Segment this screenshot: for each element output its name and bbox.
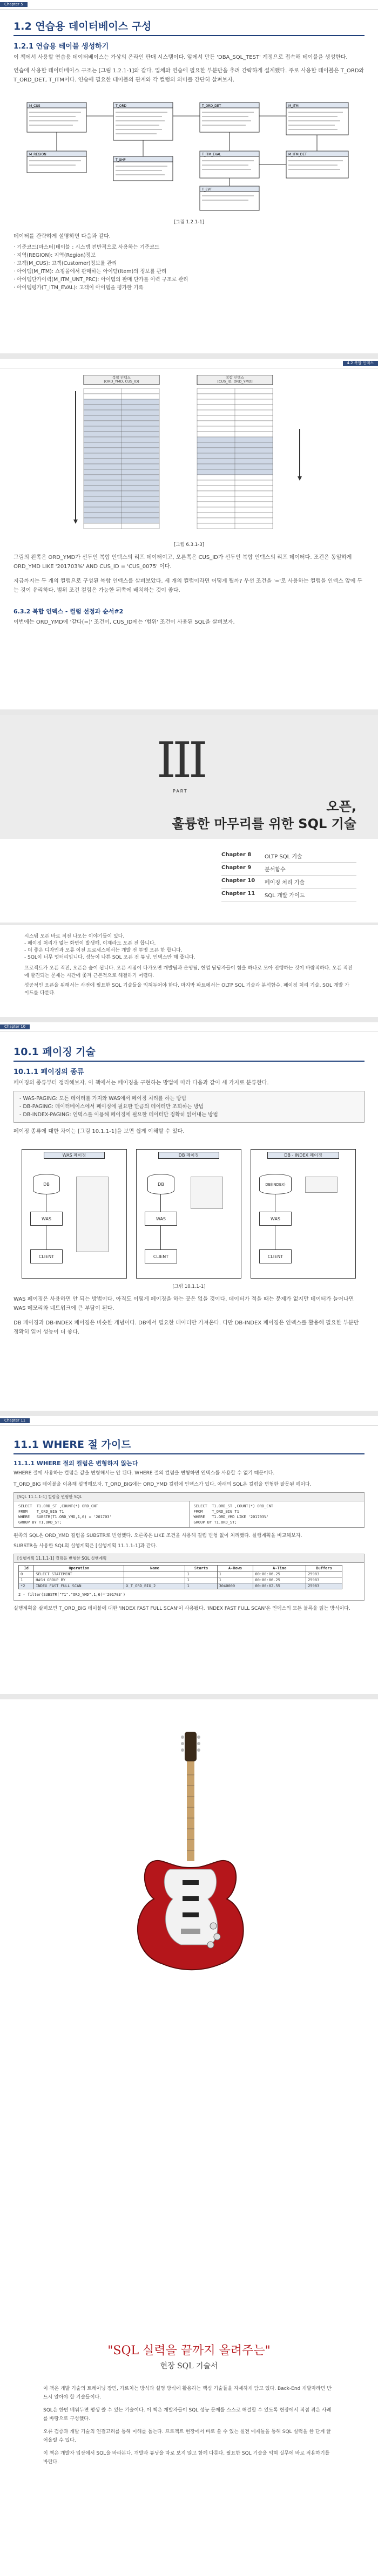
bullet-item: · 아이템평가(T_ITM_EVAL): 고객이 아이템을 평가한 기록: [14, 285, 144, 291]
panel-title: DB 페이징: [158, 1152, 219, 1159]
erd-table: [113, 103, 173, 140]
plan-predicate: 2 - filter(SUBSTR("T1"."ORD_YMD",1,6)='201703'): [18, 1593, 126, 1597]
paragraph: 페이징 종류에 대한 차이는 [그림 10.1.1-1]을 보면 쉽게 이해할 수 있다.: [14, 1129, 185, 1135]
erd-table-name: M_REGION: [29, 153, 46, 156]
section-tab: 4.2 복합 인덱스: [343, 361, 378, 366]
plan-cell: X_T_ORD_BIG_2: [124, 1583, 185, 1589]
section-title: 10.1 페이징 기술: [14, 1044, 364, 1062]
panel-title: DB - INDEX 페이징: [267, 1152, 339, 1159]
plan-col: Operation: [34, 1566, 124, 1571]
plan-cell: 00:00:06.25: [253, 1577, 306, 1583]
db-index-paging-panel: [251, 1149, 356, 1279]
plan-col: Buffers: [306, 1566, 342, 1571]
plan-table: [18, 1565, 342, 1589]
plan-cell: 1: [185, 1577, 217, 1583]
page-header: [0, 1022, 378, 1032]
db-cylinder: DB: [33, 1174, 60, 1194]
bullet-item: - SQL이 너무 엉터리입니다. 성능이 나쁜 SQL 오픈 전 튜닝, 인덱스만 해 줍니다.: [24, 955, 195, 960]
part-title-line2: 훌륭한 마무리를 위한 SQL 기술: [172, 816, 356, 831]
index-diagram: [51, 375, 327, 537]
page-4: [0, 925, 378, 1017]
plan-cell: 1: [185, 1583, 217, 1589]
page-header: [0, 0, 378, 10]
subsection-title: 1.2.1 연습용 테이블 생성하기: [14, 43, 109, 51]
data-stack: [191, 1177, 223, 1209]
page-3: [0, 715, 378, 923]
page-header: [0, 1416, 378, 1426]
page-2: [0, 359, 378, 709]
bullet-item: - 페이징 처리가 없는 화면이 발생해, 이제라도 오픈 전 합니다.: [24, 941, 156, 946]
paragraph: 시스템 오픈 바로 직전 나오는 이야기들이 있다.: [24, 934, 125, 939]
toc-chapter: Chapter 10: [221, 878, 255, 884]
code-right: SELECT T1.ORD_ST ,COUNT(*) ORD_CNT FROM T_ORD_BIG T1 WHERE T1.ORD_YMD LIKE '201703%' GROUP BY T1.ORD_ST;: [193, 1504, 274, 1525]
toc-chapter: Chapter 11: [221, 891, 255, 897]
plan-cell: 25983: [306, 1571, 342, 1577]
toc-chapter: Chapter 8: [221, 852, 252, 858]
was-box: WAS: [145, 1212, 177, 1226]
client-box: CLIENT: [30, 1249, 63, 1263]
plan-row: [19, 1577, 342, 1583]
erd-table: [286, 103, 348, 135]
section-title: 11.1 WHERE 절 가이드: [14, 1437, 364, 1454]
erd-table-name: M_ITM_DET: [288, 153, 307, 156]
toc-name: 분석함수: [265, 867, 286, 873]
plan-cell: 0: [19, 1571, 34, 1577]
plan-cell: HASH GROUP BY: [34, 1577, 124, 1583]
plan-col: Id: [19, 1566, 34, 1571]
part-title-line1: 오픈,: [326, 799, 356, 814]
guitar-illustration: [81, 1732, 297, 1974]
paragraph: 이 책은 개발 기술의 트레이닝 장면, 가르치는 방식과 설명 방식에 활용하는 핵심 기술들을 자세하게 담고 있다. Back-End 개발자라면 반드시 알아야 할 기술들이다.: [43, 2386, 332, 2400]
paragraph: T_ORD_BIG 테이블을 이용해 설명해보자. T_ORD_BIG에는 ORD_YMD 컬럼에 인덱스가 있다. 아래의 SQL은 컬럼을 변형한 잘못된 예이다.: [14, 1482, 312, 1487]
page-6: [0, 1416, 378, 1694]
erd-table: [200, 103, 259, 132]
paragraph: 페이징의 종류부터 정리해보자. 이 책에서는 페이징을 구현하는 방법에 따라 다음과 같이 세 가지로 분류한다.: [14, 1080, 269, 1086]
erd-table: [200, 186, 259, 210]
arrow: [160, 1194, 161, 1212]
paragraph: 지금까지는 두 개의 컬럼으로 구성된 복합 인덱스를 살펴보았다. 세 개의 컬럼이라면 어떻게 될까? 우선 조건을 '='로 사용하는 컬럼을 인덱스 앞에 두는 것이 유리하다. 범위 조건 컬럼은 가능한 뒤쪽에 배치하는 것이 좋다.: [14, 578, 363, 593]
paging-diagrams: [22, 1149, 356, 1279]
erd-table-name: M_ITM: [288, 104, 299, 108]
client-box: CLIENT: [145, 1249, 177, 1263]
erd-table-name: T_ORD: [116, 104, 127, 108]
left-index-title: 복합 인덱스 [ORD_YMD, CUS_ID]: [104, 375, 139, 384]
bullet-item: · 아이템(M_ITM): 쇼핑몰에서 판매하는 아이템(Item)의 정보를 관리: [14, 269, 167, 275]
erd-table-name: M_CUS: [29, 104, 40, 108]
section-title: 1.2 연습용 데이터베이스 구성: [14, 18, 364, 36]
paragraph: WAS 페이징은 사용하면 안 되는 방법이다. 아직도 이렇게 페이징을 하는 곳은 없을 것이다. 데이터가 적을 때는 문제가 없지만 데이터가 늘어나면 WAS 메모리와 네트워크에 큰 부담이 된다.: [14, 1296, 354, 1311]
toc-item: [221, 850, 356, 863]
right-index-title: 복합 인덱스 [CUS_ID, ORD_YMD]: [217, 375, 253, 384]
erd-table: [27, 103, 86, 132]
erd-table-name: T_ITM_EVAL: [202, 153, 221, 156]
paragraph: SQL은 한번 배워두면 평생 쓸 수 있는 기술이다. 이 책은 개발자들이 SQL 성능 문제를 스스로 해결할 수 있도록 현장에서 직접 겪은 사례를 바탕으로 구성했다.: [43, 2408, 332, 2422]
subsection-title: 11.1.1 WHERE 절의 컬럼은 변형하지 않는다: [14, 1460, 138, 1467]
erd-table-name: T_SHP: [116, 158, 126, 162]
toc-item: [221, 876, 356, 889]
plan-header: [실행계획 11.1.1-1] 컬럼을 변형한 SQL 실행계획: [14, 1554, 364, 1563]
chapter-tab: Chapter 11: [0, 1418, 30, 1423]
paragraph: 프로젝트가 오픈 직전, 오픈은 숲이 됩니다. 오픈 시점이 다가오면 개발팀과 운영팀, 현업 담당자들이 힘을 하나로 모아 진행하는 것이 바람직하다. 오픈 직전에 발견되는 문제는 시간에 쫓겨 근본적으로 해결하기 어렵다.: [24, 966, 353, 979]
paragraph: 그림의 왼쪽은 ORD_YMD가 선두인 복합 인덱스의 리프 데이터이고, 오른쪽은 CUS_ID가 선두인 복합 인덱스의 리프 데이터다. 조건은 동일하게 ORD_YMD LIKE '201703%' AND CUS_ID = 'CUS_0075' 이다.: [14, 555, 352, 570]
part-banner: [0, 715, 378, 839]
paging-types-box: [14, 1091, 364, 1123]
db-cylinder: DB: [147, 1174, 174, 1194]
plan-row: [19, 1571, 342, 1577]
bullet-item: - WAS-PAGING: 모든 데이터를 가져와 WAS에서 페이징 처리를 하는 방법: [19, 1096, 186, 1102]
bullet-item: · 고객(M_CUS): 고객(Customer)정보를 관리: [14, 261, 117, 267]
code-header: [SQL 11.1.1-1] 컬럼을 변형한 SQL: [14, 1493, 364, 1501]
plan-cell: 00:00:06.25: [253, 1571, 306, 1577]
paragraph: 연습에 사용할 데이터베이스 구조는 [그림 1.2.1-1]와 같다. 업체와 연습에 필요한 부분만을 추려 간략하게 설계했다. 주로 사용할 테이블은 T_ORD와 T_ORD_DET, T_ITM이다. 연습에 필요한 테이블의 관계와 각 컬럼의 의미를 간단히 살펴보자.: [14, 68, 364, 83]
client-box: CLIENT: [259, 1249, 292, 1263]
bullet-item: · 지역(REGION): 지역(Region)정보: [14, 252, 96, 258]
part-roman-numeral: III: [157, 732, 205, 789]
paragraph: 이 책에서 사용할 연습용 데이터베이스는 가상의 온라인 판매 시스템이다. 앞에서 만든 'DBA_SQL_TEST' 계정으로 접속해 테이블을 생성한다.: [14, 54, 348, 60]
data-stack: [305, 1177, 338, 1193]
back-cover-subquote: 현장 SQL 기술서: [160, 2362, 218, 2370]
paragraph: DB 페이징과 DB-INDEX 페이징은 비슷한 개념이다. DB에서 필요한 데이터만 가져온다. 다만 DB-INDEX 페이징은 인덱스를 활용해 필요한 부분만 정확히 읽어 성능이 더 좋다.: [14, 1320, 359, 1335]
page-header: [0, 359, 378, 368]
erd-table: [286, 151, 348, 178]
back-cover-quote: "SQL 실력을 끝까지 올려주는": [107, 2344, 271, 2358]
code-left: SELECT T1.ORD_ST ,COUNT(*) ORD_CNT FROM T_ORD_BIG T1 WHERE SUBSTR(T1.ORD_YMD,1,6) = '201703' GROUP BY T1.ORD_ST;: [14, 1501, 190, 1527]
plan-cell: INDEX FAST FULL SCAN: [34, 1583, 124, 1589]
plan-cell: 3040000: [217, 1583, 253, 1589]
page-5: [0, 1022, 378, 1411]
toc-item: [221, 863, 356, 876]
page-7: [0, 1699, 378, 2576]
plan-col: A-Time: [253, 1566, 306, 1571]
plan-cell: 1: [19, 1577, 34, 1583]
plan-cell: 1: [217, 1577, 253, 1583]
erd-table-name: T_ORD_DET: [202, 104, 221, 108]
subsection-title: 10.1.1 페이징의 종류: [14, 1068, 84, 1076]
paragraph: 실행계획을 살펴보면 T_ORD_BIG 테이블에 대한 'INDEX FAST FULL SCAN'이 사용됐다. 'INDEX FAST FULL SCAN'은 인덱스의 모든 블록을 읽는 방식이다.: [14, 1606, 350, 1611]
plan-cell: 00:00:02.55: [253, 1583, 306, 1589]
plan-cell: 1: [185, 1571, 217, 1577]
plan-cell: SELECT STATEMENT: [34, 1571, 124, 1577]
paragraph: 왼쪽의 SQL은 ORD_YMD 컬럼을 SUBSTR로 변형했다. 오른쪽은 LIKE 조건을 사용해 컬럼 변형 없이 처리했다. 실행계획을 비교해보자.: [14, 1533, 302, 1539]
chapter-tab: Chapter 5: [0, 2, 28, 7]
panel-title: WAS 페이징: [44, 1152, 105, 1159]
erd-diagram: [22, 97, 356, 213]
erd-table-name: T_EVT: [202, 188, 212, 192]
bullet-item: · 기준코드(마스터)테이블 : 시스템 전반적으로 사용하는 기준코드: [14, 244, 160, 250]
was-paging-panel: [22, 1149, 127, 1279]
toc-item: [221, 889, 356, 901]
erd-table: [200, 151, 259, 178]
bullet-item: - 더 좋은 디자인과 오류 이전 프로세스에서는 개발 전 투명 오픈 한 합니다.: [24, 948, 183, 953]
plan-header-row: [19, 1566, 342, 1571]
arrow: [160, 1226, 161, 1249]
plan-cell: *2: [19, 1583, 34, 1589]
paragraph: 이 책은 개발자 입장에서 SQL을 바라본다. 개발과 튜닝을 따로 보지 않고 함께 다룬다. 필요한 SQL 기술을 익혀 실무에 바로 적용하기를 바란다.: [43, 2451, 330, 2465]
plan-cell: 25983: [306, 1583, 342, 1589]
figure-caption: [그림 10.1.1-1]: [172, 1284, 206, 1289]
code-block: [14, 1492, 364, 1528]
page-1: [0, 0, 378, 353]
paragraph: 이번에는 ORD_YMD에 '같다(=)' 조건이, CUS_ID에는 '범위' 조건이 사용된 SQL을 살펴보자.: [14, 619, 235, 625]
plan-cell: [124, 1577, 185, 1583]
toc-name: 페이징 처리 기술: [265, 880, 305, 886]
db-cylinder: DB(INDEX): [259, 1174, 292, 1194]
erd-table: [27, 151, 86, 173]
plan-col: Name: [124, 1566, 185, 1571]
figure-caption: [그림 6.3.1-3]: [174, 542, 204, 548]
part-toc: [221, 850, 356, 901]
paragraph: 오류 검증과 개발 기술의 연결고리를 통해 이해를 돕는다. 프로젝트 현장에서 바로 쓸 수 있는 실전 예제들을 통해 SQL 실력을 한 단계 끌어올릴 수 있다.: [43, 2429, 331, 2443]
bullet-item: - DB-INDEX-PAGING: 인덱스를 이용해 페이징에 필요한 데이터만 정확히 읽어내는 방법: [19, 1112, 218, 1118]
toc-chapter: Chapter 9: [221, 865, 252, 871]
toc-name: OLTP SQL 기술: [265, 854, 302, 860]
figure-caption: [그림 1.2.1-1]: [174, 220, 204, 225]
data-stack: [76, 1177, 109, 1252]
toc-name: SQL 개발 가이드: [265, 893, 305, 899]
paragraph: SUBSTR을 사용한 SQL의 실행계획은 [실행계획 11.1.1-1]과 같다.: [14, 1543, 158, 1549]
part-label: PART: [173, 789, 188, 794]
erd-table: [113, 156, 173, 181]
paragraph: 데이터를 간략하게 설명하면 다음과 같다.: [14, 234, 111, 240]
plan-col: A-Rows: [217, 1566, 253, 1571]
db-paging-panel: [136, 1149, 241, 1279]
plan-cell: 25983: [306, 1577, 342, 1583]
plan-col: Starts: [185, 1566, 217, 1571]
paragraph: WHERE 절에 사용하는 컬럼은 값을 변형해서는 안 된다. WHERE 절의 컬럼을 변형하면 인덱스를 사용할 수 없기 때문이다.: [14, 1471, 275, 1476]
bullet-item: - DB-PAGING: 데이터베이스에서 페이징에 필요한 만큼의 데이터만 조회하는 방법: [19, 1104, 204, 1110]
chapter-tab: Chapter 10: [0, 1024, 30, 1029]
execution-plan: [14, 1554, 364, 1601]
plan-cell: 1: [217, 1571, 253, 1577]
bullet-item: · 아이템단가이력(M_ITM_UNT_PRC): 아이템의 판매 단가를 이력 구조로 관리: [14, 277, 188, 283]
subsection-title: 6.3.2 복합 인덱스 - 컬럼 선정과 순서#2: [14, 608, 124, 615]
was-box: WAS: [259, 1212, 292, 1226]
paragraph: 성공적인 오픈을 위해서는 사전에 필요한 SQL 기술들을 익혀두어야 한다. 마지막 파트에서는 OLTP SQL 기술과 분석함수, 페이징 처리 기술, SQL 개발 가이드를 다룬다.: [24, 983, 349, 996]
was-box: WAS: [30, 1212, 63, 1226]
plan-row: [19, 1583, 342, 1589]
plan-cell: [124, 1571, 185, 1577]
